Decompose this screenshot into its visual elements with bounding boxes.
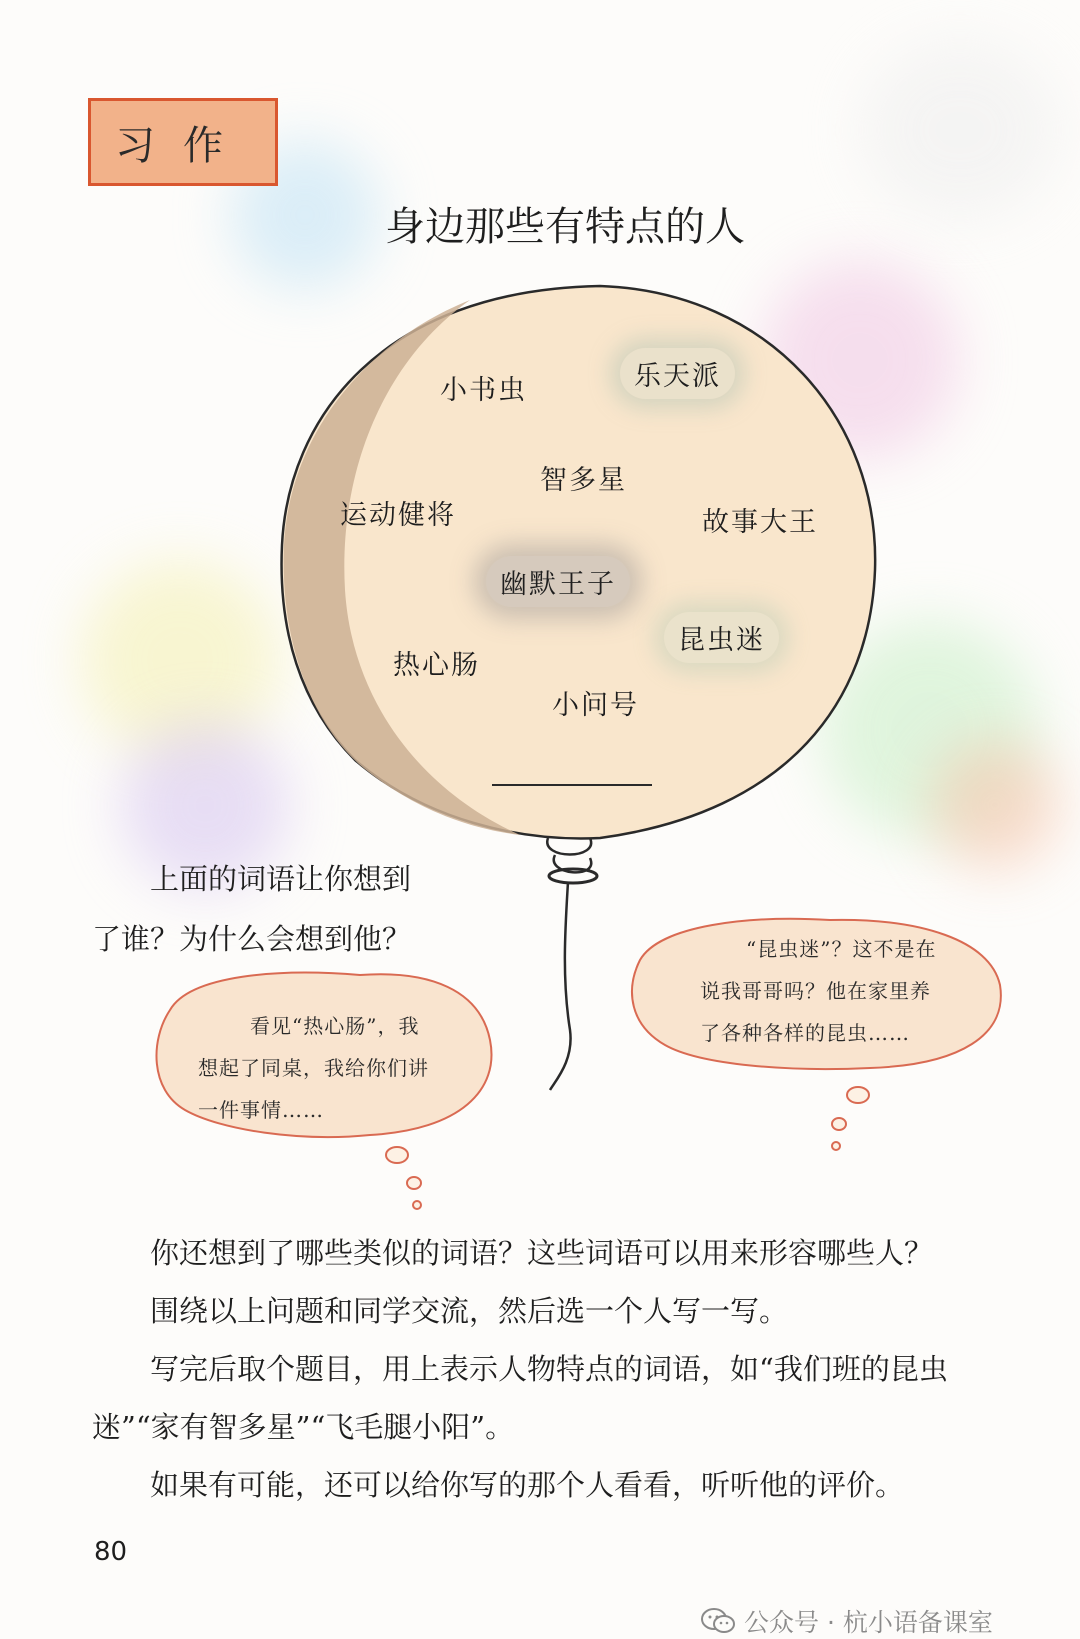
balloon-knot [547, 838, 591, 872]
bubble-left-line: 想起了同桌，我给你们讲 [198, 1056, 429, 1080]
balloon-word: 热心肠 [393, 650, 480, 681]
section-header: 习作 [88, 98, 278, 186]
bubble-dot [847, 1087, 869, 1103]
balloon-word: 乐天派 [620, 348, 735, 399]
balloon-word: 幽默王子 [486, 556, 630, 607]
balloon-word: 故事大王 [702, 507, 818, 538]
bubble-dot [386, 1147, 408, 1163]
page-number: 80 [94, 1537, 128, 1567]
paragraph-1: 你还想到了哪些类似的词语？这些词语可以用来形容哪些人？ [150, 1236, 934, 1270]
bubble-right-line: 了各种各样的昆虫…… [700, 1021, 910, 1045]
question-line-1: 上面的词语让你想到 [150, 862, 412, 896]
bubble-right-line: “昆虫迷”？这不是在 [746, 937, 937, 961]
bubble-left-line: 一件事情…… [198, 1098, 324, 1122]
thought-bubble-left-text [198, 1005, 488, 1131]
paragraph-3: 写完后取个题目，用上表示人物特点的词语，如“我们班的昆虫迷”“家有智多星”“飞毛腿小阳”。 [92, 1352, 948, 1444]
bubble-right-line: 说我哥哥吗？他在家里养 [700, 979, 931, 1003]
bubble-dot [407, 1177, 421, 1189]
watermark-text: 公众号 · 杭小语备课室 [744, 1608, 993, 1637]
bubble-dot [832, 1142, 840, 1150]
page-title: 身边那些有特点的人 [385, 204, 745, 250]
balloon-word: 智多星 [540, 465, 627, 496]
wechat-icon [700, 1607, 736, 1635]
bubble-dot [413, 1201, 421, 1209]
balloon-word: 运动健将 [340, 500, 456, 531]
watermark [700, 1603, 993, 1639]
bubble-dot [832, 1118, 846, 1130]
thought-bubble-right-text [700, 928, 990, 1054]
paragraph-4: 如果有可能，还可以给你写的那个人看看，听听他的评价。 [150, 1468, 905, 1502]
balloon-word: 小问号 [552, 690, 639, 721]
paragraph-2: 围绕以上问题和同学交流，然后选一个人写一写。 [150, 1294, 789, 1328]
balloon-word: 小书虫 [440, 375, 527, 406]
balloon-string [550, 882, 571, 1090]
balloon-word: 昆虫迷 [664, 612, 779, 663]
question-line-2: 了谁？为什么会想到他？ [92, 922, 412, 956]
bubble-left-line: 看见“热心肠”，我 [250, 1014, 420, 1038]
